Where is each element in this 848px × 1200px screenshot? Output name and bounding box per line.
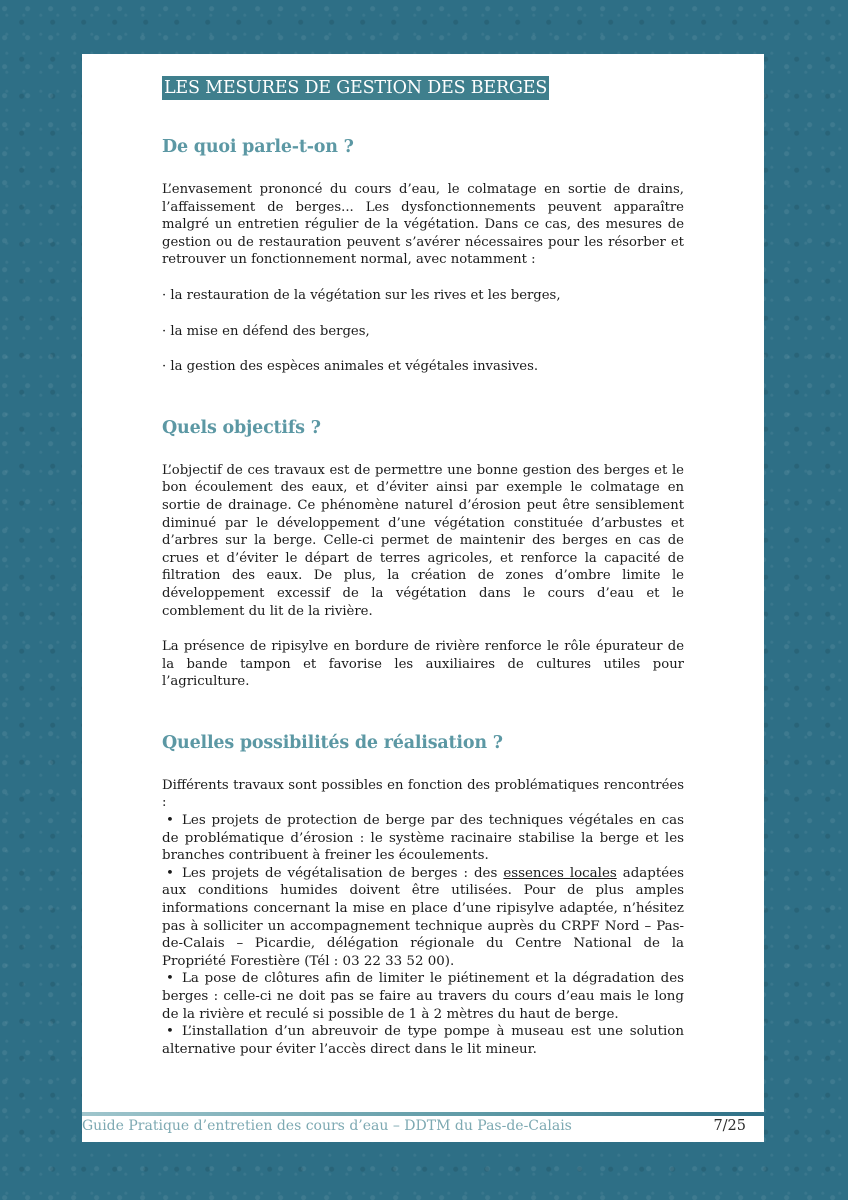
list-item: • Les projets de protection de berge par des techniques végétales en cas de problématique d’érosion : le système racinaire stabilise la berge et les branches contribuent à freiner les écoulements. xyxy=(162,812,684,865)
list-item: • Les projets de végétalisation de berges : des essences locales adaptées aux conditions humides doivent être utilisées. Pour de plus amples informations concernant la mise en place d’une ripisylve adaptée, n’hésitez pas à solliciter un accompagnement technique auprès du CRPF Nord – Pas-de-Calais – Picardie, délégation régionale du Centre National de la Propriété Forestière (Tél : 03 22 33 52 00). xyxy=(162,865,684,971)
section-heading-3: Quelles possibilités de réalisation ? xyxy=(162,732,503,753)
section-3-intro: Différents travaux sont possibles en fonction des problématiques rencontrées : xyxy=(162,777,684,811)
section-1-item-3: · la gestion des espèces animales et végétales invasives. xyxy=(162,359,539,375)
section-1-item-2: · la mise en défend des berges, xyxy=(162,323,370,339)
section-3-bullet-list xyxy=(162,812,684,1058)
page-content xyxy=(162,76,684,1058)
section-heading-1: De quoi parle-t-on ? xyxy=(162,137,354,157)
footer-divider xyxy=(82,1112,764,1116)
page-number: 7/25 xyxy=(713,1118,746,1134)
footer-text: Guide Pratique d’entretien des cours d’eau – DDTM du Pas-de-Calais xyxy=(82,1118,572,1134)
section-1-paragraph: L’envasement prononcé du cours d’eau, le colmatage en sortie de drains, l’affaissement de berges... Les dysfonctionnements peuvent apparaître malgré un entretien régulier de la végétation. Dans ce cas, des mesures de gestion ou de restauration peuvent s’avérer nécessaires pour les résorber et retrouver un fonctionnement normal, avec notamment : xyxy=(162,182,684,268)
document-page xyxy=(82,54,764,1142)
page-title: LES MESURES DE GESTION DES BERGES xyxy=(164,78,548,98)
essences-locales-link: essences locales xyxy=(503,865,617,881)
list-item: • L’installation d’un abreuvoir de type pompe à museau est une solution alternative pour éviter l’accès direct dans le lit mineur. xyxy=(162,1023,684,1058)
section-1-item-1: · la restauration de la végétation sur les rives et les berges, xyxy=(162,287,561,303)
section-2-paragraph-1: L’objectif de ces travaux est de permettre une bonne gestion des berges et le bon écoulement des eaux, et d’éviter ainsi par exemple le colmatage en sortie de drainage. Ce phénomène naturel d’érosion peut être sensiblement diminué par le développement d’une végétation constituée d’arbustes et d’arbres sur la berge. Celle-ci permet de maintenir des berges en cas de crues et d’éviter le départ de terres agricoles, et renforce la capacité de filtration des eaux. De plus, la création de zones d’ombre limite le développement excessif de la végétation dans le cours d’eau et le comblement du lit de la rivière. xyxy=(162,462,684,619)
section-2-paragraph-2: La présence de ripisylve en bordure de rivière renforce le rôle épurateur de la bande tampon et favorise les auxiliaires de cultures utiles pour l’agriculture. xyxy=(162,639,684,690)
page-footer xyxy=(82,1118,764,1142)
list-item: • La pose de clôtures afin de limiter le piétinement et la dégradation des berges : celle-ci ne doit pas se faire au travers du cours d’eau mais le long de la rivière et reculé si possible de 1 à 2 mètres du haut de berge. xyxy=(162,970,684,1023)
section-heading-2: Quels objectifs ? xyxy=(162,417,321,438)
